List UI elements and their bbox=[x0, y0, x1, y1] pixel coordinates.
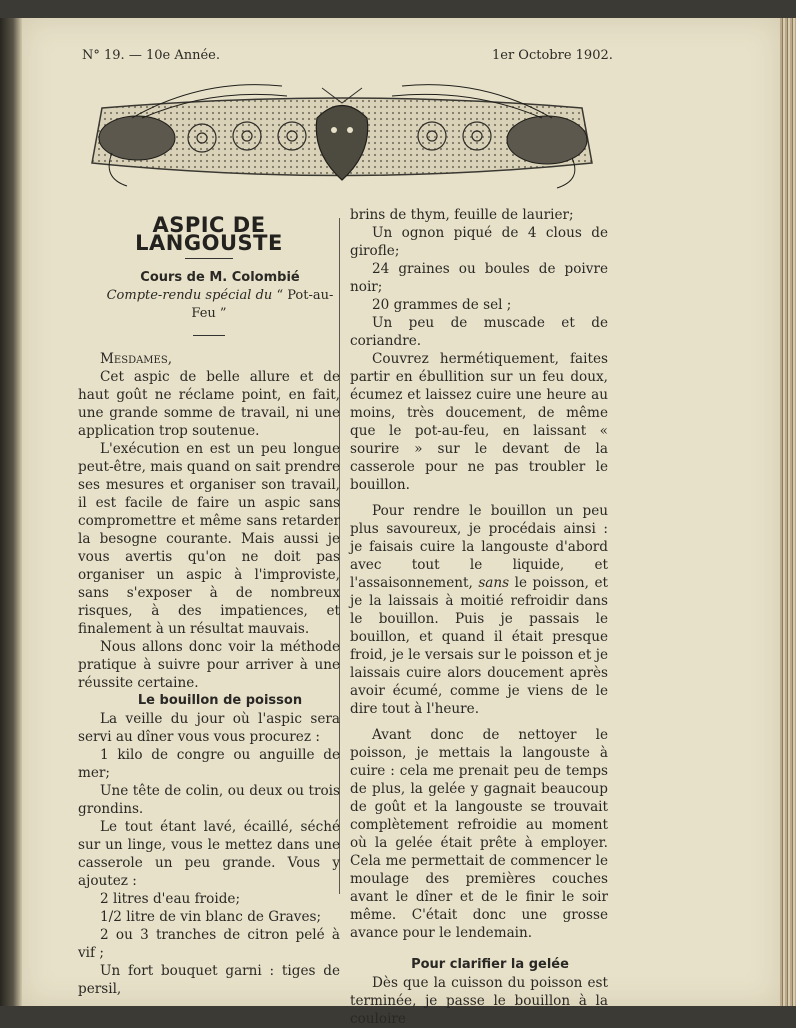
paragraph: Couvrez hermétiquement, faites partir en ébullition sur un feu doux, écumez et laissez cuire une heure au moins, très doucement, de même que le pot-au-feu, en laissant « sourire » sur le devant de la casserole pour ne pas troubler le bouillon. bbox=[350, 351, 608, 493]
issue-date: 1er Octobre 1902. bbox=[492, 48, 613, 63]
paragraph: Cet aspic de belle allure et de haut goût ne réclame point, en fait, une grande somme de travail, ni une application trop soutenue. bbox=[78, 369, 340, 439]
paragraph: Nous allons donc voir la méthode pratique à suivre pour arriver à une réussite certaine. bbox=[78, 639, 340, 691]
article-byline: Cours de M. Colombié bbox=[140, 270, 300, 285]
page-edges bbox=[780, 18, 796, 1006]
ingredient-line: 1/2 litre de vin blanc de Graves; bbox=[100, 909, 322, 925]
paragraph: Dès que la cuisson du poisson est terminée, je passe le bouillon à la couloire bbox=[350, 975, 608, 1027]
paragraph: Avant donc de nettoyer le poisson, je mettais la langouste à cuire : cela me prenait peu de temps de plus, la gelée y gagnait beaucoup de goût et la langouste se trouvait complètement refroidie au moment où la gelée était prête à employer. Cela me permettait de commencer le moulage des premières couches avant le dîner et de le finir le soir même. C'était donc une grosse avance pour le lendemain. bbox=[350, 727, 608, 941]
ingredient-line: Un fort bouquet garni : tiges de persil, bbox=[78, 963, 340, 997]
ingredient-line: 20 grammes de sel ; bbox=[372, 297, 512, 313]
article-title: ASPIC DE LANGOUSTE bbox=[135, 213, 283, 255]
paragraph: Le tout étant lavé, écaillé, séché sur un linge, vous le mettez dans une casserole un peu grande. Vous y ajoutez : bbox=[78, 819, 340, 889]
paragraph-part: le poisson, et je la laissais à moitié refroidir dans le bouillon. Puis je passais le bouillon, et quand il était presque froid, je le versais sur le poisson et je laissais cuire alors doucement après avoir écumé, comme je viens de le dire tout à l'heure. bbox=[350, 575, 608, 717]
article-subline bbox=[78, 287, 340, 323]
salutation: Mesdames, bbox=[100, 351, 173, 367]
right-column bbox=[350, 206, 608, 1028]
ingredient-line: 2 litres d'eau froide; bbox=[100, 891, 241, 907]
section-heading: Le bouillon de poisson bbox=[137, 693, 303, 708]
subline-prefix: Compte-rendu spécial du bbox=[106, 288, 273, 303]
issue-number: N° 19. — 10e Année. bbox=[82, 48, 220, 63]
paragraph-part: Pour rendre le bouillon un peu plus savoureux, je procédais ainsi : je faisais cuire la langouste d'abord avec tout le liquide, et l'assaisonnement, bbox=[350, 503, 608, 591]
paragraph: L'exécution en est un peu longue peut-être, mais quand on sait prendre ses mesures et organiser son travail, il est facile de faire un aspic sans compromettre et même sans retarder la besogne courante. Mais aussi je vous avertis qu'on ne doit pas organiser un aspic à l'improviste, sans s'exposer à de nombreux risques, à des impatiences, et finalement à un résultat mauvais. bbox=[78, 441, 340, 637]
ingredient-line: Une tête de colin, ou deux ou trois grondins. bbox=[78, 783, 340, 817]
byline-rule bbox=[193, 335, 225, 336]
ingredient-line: 24 graines ou boules de poivre noir; bbox=[350, 261, 608, 295]
section-heading: Pour clarifier la gelée bbox=[411, 957, 569, 972]
paragraph bbox=[350, 502, 608, 718]
continued-line: brins de thym, feuille de laurier; bbox=[350, 207, 574, 223]
title-rule bbox=[185, 258, 233, 259]
publication-name: “ Pot-au-Feu ” bbox=[191, 288, 334, 321]
ingredient-line: Un peu de muscade et de coriandre. bbox=[350, 315, 608, 349]
book-spine bbox=[0, 18, 22, 1006]
ingredient-line: Un ognon piqué de 4 clous de girofle; bbox=[350, 225, 608, 259]
ingredient-line: 1 kilo de congre ou anguille de mer; bbox=[78, 747, 340, 781]
paragraph: La veille du jour où l'aspic sera servi au dîner vous vous procurez : bbox=[78, 711, 340, 745]
ingredient-line: 2 ou 3 tranches de citron pelé à vif ; bbox=[78, 927, 340, 961]
left-column bbox=[78, 206, 340, 998]
emphasis: sans bbox=[478, 575, 510, 591]
decorative-header-banner-illustration bbox=[72, 68, 612, 198]
